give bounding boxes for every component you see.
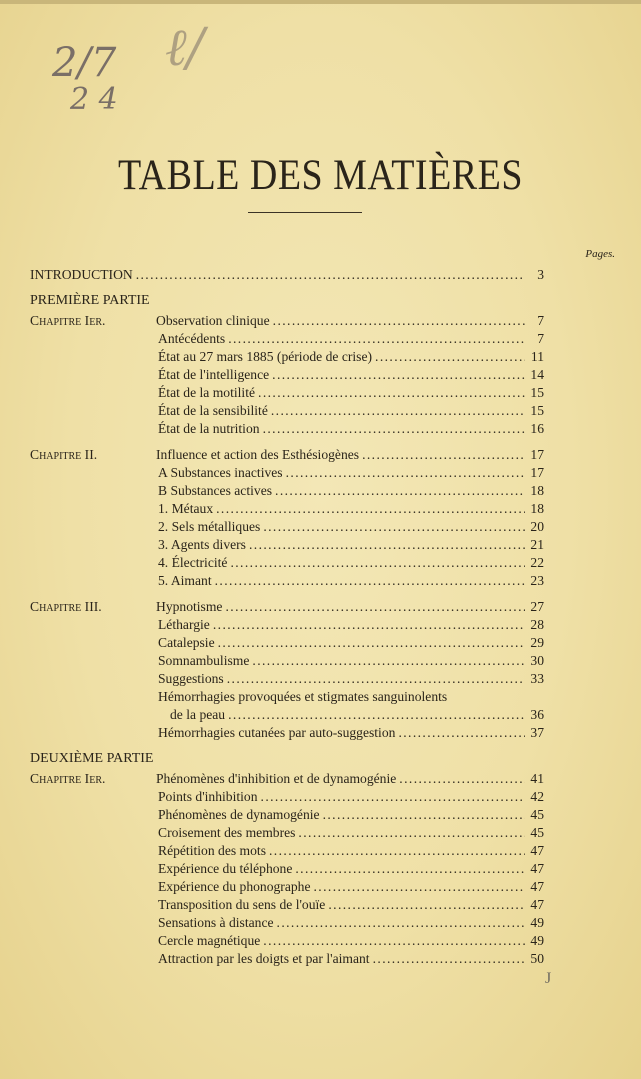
page-top-edge (0, 0, 641, 4)
leader-dots (286, 464, 525, 482)
leader-dots (258, 384, 525, 402)
toc-page-number: 49 (530, 915, 544, 930)
toc-page-number: 47 (530, 879, 544, 894)
toc-entry (30, 688, 544, 706)
toc-entry-label: A Substances inactives (158, 465, 283, 480)
toc-entry (30, 914, 544, 932)
toc-entry (30, 500, 544, 518)
leader-dots (213, 616, 525, 634)
margin-mark: J (545, 970, 552, 987)
toc-entry (30, 402, 544, 420)
leader-dots (230, 554, 525, 572)
toc-page-number: 18 (530, 501, 544, 516)
toc-entry (30, 554, 544, 572)
toc-entry-label: Sensations à distance (158, 915, 274, 930)
toc-page-number: 47 (530, 843, 544, 858)
toc-page-number: 3 (537, 267, 544, 282)
toc-entry-label: Antécédents (158, 331, 226, 346)
toc-page-number: 42 (530, 789, 544, 804)
toc-entry (30, 572, 544, 590)
toc-page-number: 7 (537, 331, 544, 346)
toc-entry (30, 652, 544, 670)
toc-page-number: 49 (530, 933, 544, 948)
toc-page-number: 22 (530, 555, 544, 570)
toc-entry (30, 536, 544, 554)
toc-entry (30, 806, 544, 824)
toc-page-number: 15 (530, 403, 544, 418)
toc-entry (30, 670, 544, 688)
toc-page-number: 45 (530, 825, 544, 840)
toc-entry-label: 2. Sels métalliques (158, 519, 261, 534)
leader-dots (228, 706, 525, 724)
table-of-contents (30, 266, 544, 968)
toc-entry (30, 724, 544, 742)
toc-entry-label: Catalepsie (158, 635, 215, 650)
leader-dots (252, 652, 525, 670)
toc-entry-label: État de la nutrition (158, 421, 260, 436)
toc-entry (30, 788, 544, 806)
toc-entry (30, 706, 544, 724)
leader-dots (263, 420, 525, 438)
leader-dots (227, 670, 525, 688)
toc-entry (30, 616, 544, 634)
toc-chapter (30, 312, 544, 330)
title-divider (248, 212, 362, 213)
toc-page-number: 16 (530, 421, 544, 436)
toc-entry (30, 896, 544, 914)
toc-chapter (30, 770, 544, 788)
toc-page-number: 23 (530, 573, 544, 588)
toc-page-number: 37 (530, 725, 544, 740)
toc-entry-label: 1. Métaux (158, 501, 214, 516)
toc-entry-label: Expérience du téléphone (158, 861, 293, 876)
toc-entry-label: Phénomènes de dynamogénie (158, 807, 320, 822)
page-title: TABLE DES MATIÈRES (118, 151, 523, 200)
chapter-prefix: Chapitre II. (30, 447, 98, 462)
toc-entry-label: de la peau (170, 707, 226, 722)
toc-entry (30, 634, 544, 652)
toc-entry (30, 518, 544, 536)
leader-dots (362, 446, 525, 464)
toc-entry-label: 3. Agents divers (158, 537, 246, 552)
toc-entry (30, 842, 544, 860)
chapter-prefix: Chapitre Ier. (30, 771, 106, 786)
leader-dots (225, 598, 525, 616)
toc-entry-label: INTRODUCTION (30, 267, 133, 282)
leader-dots (263, 932, 525, 950)
leader-dots (216, 500, 525, 518)
leader-dots (273, 312, 525, 330)
toc-entry-label: État de l'intelligence (158, 367, 270, 382)
leader-dots (295, 860, 525, 878)
toc-entry-label: Points d'inhibition (158, 789, 258, 804)
toc-entry-label: 4. Électricité (158, 555, 228, 570)
toc-page-number: 18 (530, 483, 544, 498)
toc-entry (30, 366, 544, 384)
toc-entry-label: Hypnotisme (156, 599, 223, 614)
chapter-prefix: Chapitre Ier. (30, 313, 106, 328)
leader-dots (375, 348, 525, 366)
leader-dots (314, 878, 526, 896)
leader-dots (249, 536, 525, 554)
toc-entry-label: Cercle magnétique (158, 933, 261, 948)
handwritten-note: 2 4 (70, 82, 118, 117)
part-heading: PREMIÈRE PARTIE (30, 293, 150, 308)
leader-dots (298, 824, 525, 842)
leader-dots (218, 634, 525, 652)
leader-dots (271, 402, 525, 420)
toc-page-number: 47 (530, 861, 544, 876)
leader-dots (398, 724, 525, 742)
leader-dots (277, 914, 525, 932)
chapter-prefix: Chapitre III. (30, 599, 102, 614)
toc-page-number: 14 (530, 367, 544, 382)
toc-page-number: 28 (530, 617, 544, 632)
toc-page-number: 27 (530, 599, 544, 614)
toc-page-number: 41 (530, 771, 544, 786)
leader-dots (228, 330, 525, 348)
toc-page-number: 50 (530, 951, 544, 966)
leader-dots (272, 366, 525, 384)
toc-page-number: 15 (530, 385, 544, 400)
toc-entry-label: Suggestions (158, 671, 224, 686)
toc-page-number: 20 (530, 519, 544, 534)
toc-entry (30, 420, 544, 438)
toc-page-number: 36 (530, 707, 544, 722)
toc-entry-label: Hémorrhagies cutanées par auto-suggestion (158, 725, 396, 740)
toc-entry (30, 824, 544, 842)
toc-entry-label: Répétition des mots (158, 843, 266, 858)
toc-entry (30, 348, 544, 366)
leader-dots (261, 788, 525, 806)
leader-dots (328, 896, 525, 914)
toc-page-number: 21 (530, 537, 544, 552)
handwritten-note: 2/7 (52, 40, 117, 86)
toc-entry-label: Transposition du sens de l'ouïe (158, 897, 326, 912)
toc-entry-label: Somnambulisme (158, 653, 250, 668)
toc-entry (30, 878, 544, 896)
toc-entry-label: Léthargie (158, 617, 210, 632)
toc-entry-label: État de la sensibilité (158, 403, 268, 418)
leader-dots (373, 950, 525, 968)
handwritten-mark: ℓ/ (165, 18, 205, 78)
toc-page-number: 30 (530, 653, 544, 668)
toc-page-number: 17 (530, 465, 544, 480)
toc-page-number: 33 (530, 671, 544, 686)
toc-entry (30, 950, 544, 968)
toc-page-number: 11 (530, 349, 544, 364)
toc-entry-label: Croisement des membres (158, 825, 296, 840)
toc-entry-label: Expérience du phonographe (158, 879, 311, 894)
toc-entry-label: B Substances actives (158, 483, 273, 498)
toc-entry-label: Observation clinique (156, 313, 270, 328)
leader-dots (215, 572, 525, 590)
pages-column-label: Pages. (585, 248, 615, 260)
toc-page-number: 7 (537, 313, 544, 328)
toc-entry-label: État de la motilité (158, 385, 256, 400)
leader-dots (323, 806, 525, 824)
toc-entry-label: Attraction par les doigts et par l'aimant (158, 951, 370, 966)
toc-page-number: 29 (530, 635, 544, 650)
toc-entry (30, 266, 544, 284)
toc-entry-label: Hémorrhagies provoquées et stigmates sanguinolents (158, 689, 448, 704)
toc-entry-label: Phénomènes d'inhibition et de dynamogénie (156, 771, 397, 786)
toc-page-number: 45 (530, 807, 544, 822)
toc-entry-label: 5. Aimant (158, 573, 212, 588)
toc-chapter (30, 598, 544, 616)
toc-chapter (30, 446, 544, 464)
toc-entry-label: État au 27 mars 1885 (période de crise) (158, 349, 373, 364)
toc-entry-label: Influence et action des Esthésiogènes (156, 447, 360, 462)
toc-entry (30, 464, 544, 482)
toc-entry (30, 932, 544, 950)
toc-page-number: 47 (530, 897, 544, 912)
leader-dots (269, 842, 525, 860)
toc-page-number: 17 (530, 447, 544, 462)
part-heading: DEUXIÈME PARTIE (30, 751, 154, 766)
toc-entry (30, 860, 544, 878)
leader-dots (399, 770, 525, 788)
leader-dots (263, 518, 525, 536)
toc-entry (30, 330, 544, 348)
leader-dots (275, 482, 525, 500)
toc-entry (30, 384, 544, 402)
leader-dots (136, 266, 525, 284)
toc-entry (30, 482, 544, 500)
